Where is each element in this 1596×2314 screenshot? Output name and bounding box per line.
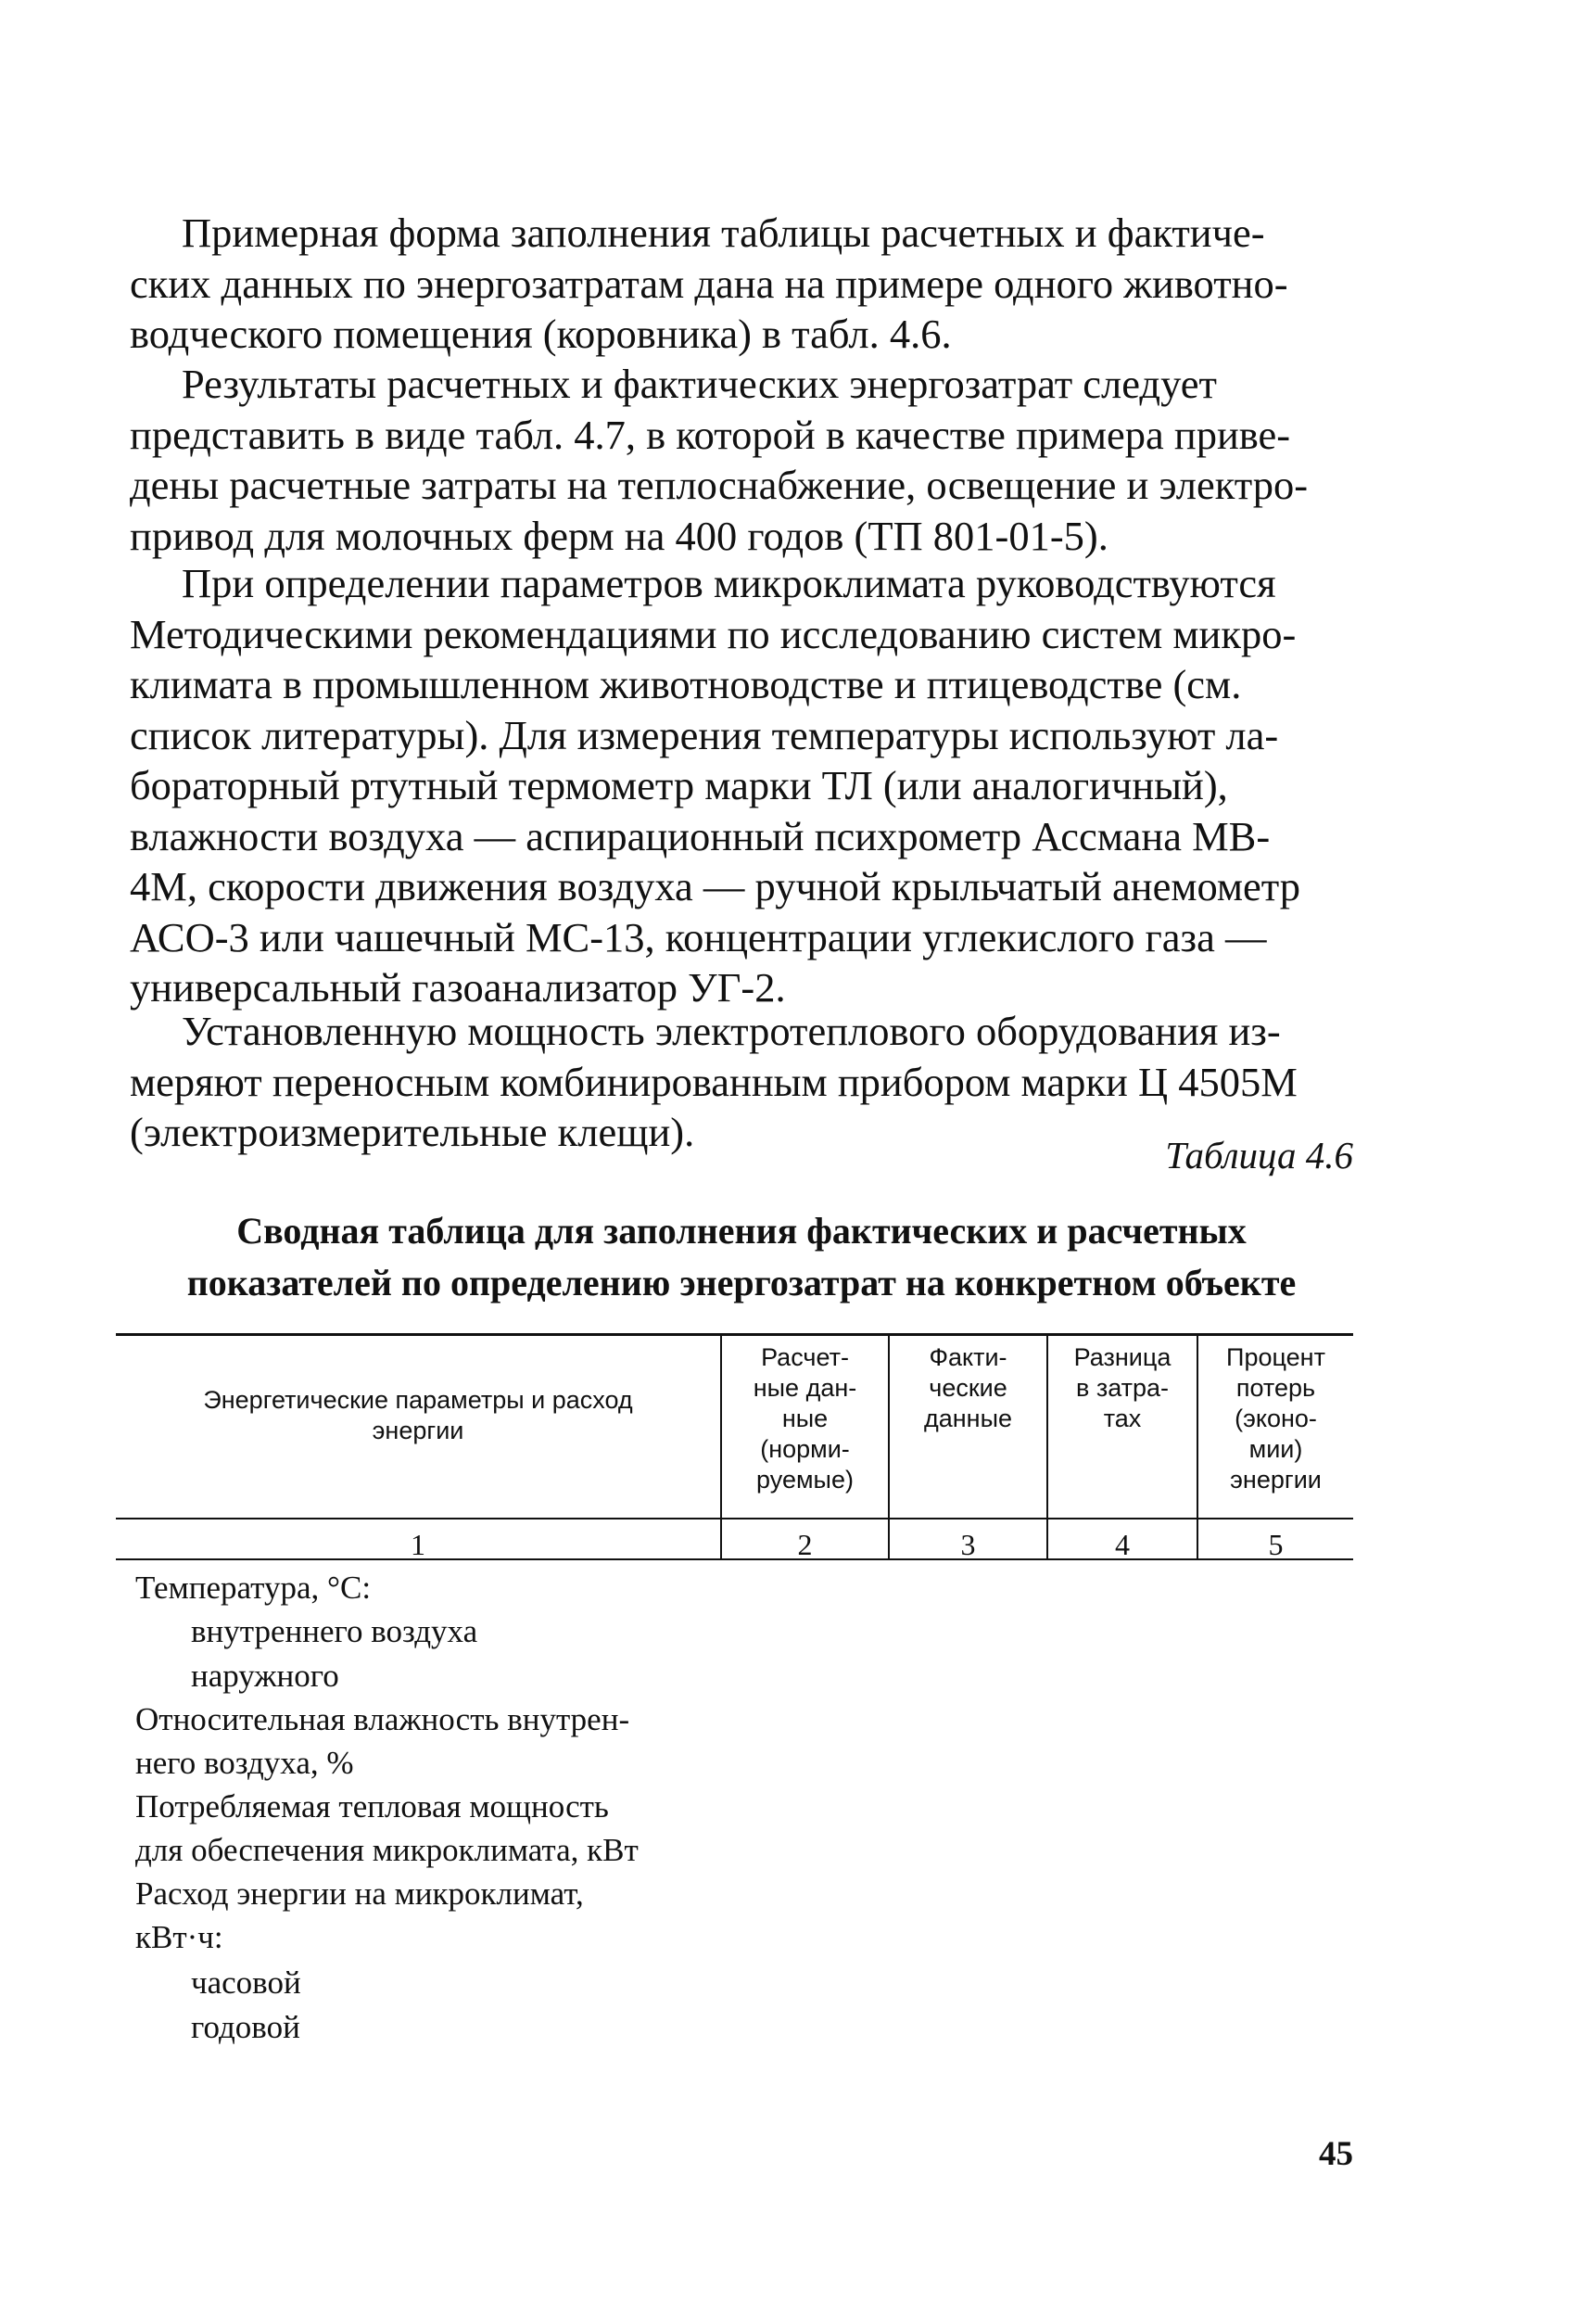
header-bottom-rule — [116, 1518, 1353, 1519]
row-hourly: часовой — [191, 1964, 301, 2001]
table-title: Сводная таблица для заполнения фактических и расчетных показателей по определению энергозатрат на конкретном объекте — [186, 1210, 1297, 1303]
header-actual-data: Факти- ческие данные — [923, 1343, 1012, 1432]
row-temperature: Температура, °С: — [135, 1570, 372, 1606]
row-heat-power-1: Потребляемая тепловая мощность — [135, 1788, 609, 1824]
row-inside-air: внутреннего воздуха — [191, 1613, 478, 1649]
header-calculated-data: Расчет- ные дан- ные (норми- руемые) — [753, 1343, 857, 1494]
row-humidity-2: него воздуха, % — [135, 1745, 354, 1781]
paragraph-2: Результаты расчетных и фактических энергозатрат следует представить в виде табл. 4.7, в которой в качестве примера приве- дены расчетные затраты на теплоснабжение, освещение и электро- привод для молочных ферм на 400 годов (ТП 801-01-5). — [130, 361, 1309, 559]
paragraph-3: При определении параметров микроклимата руководствуются Методическими рекомендациями по исследованию систем микро- климата в промышленном животноводстве и птицеводстве (см. список литературы). Для измерения температуры используют ла- бораторный ртутный термометр марки ТЛ (или аналогичный), влажности воздуха — аспирационный психрометр Ассмана МВ- 4М, скорости движения воздуха — ручной крыльчатый анемометр АСО-3 или чашечный МС-13, концентрации углекислого газа — универсальный газоанализатор УГ-2. — [130, 560, 1301, 1011]
table-top-rule — [116, 1333, 1353, 1336]
row-outside: наружного — [191, 1658, 339, 1694]
header-loss-percent: Процент потерь (эконо- мии) энергии — [1226, 1343, 1325, 1494]
row-heat-power-2: для обеспечения микроклимата, кВт — [135, 1832, 639, 1868]
column-number-1: 1 — [411, 1528, 425, 1561]
row-energy-use-2: кВт·ч: — [135, 1919, 223, 1955]
row-energy-use-1: Расход энергии на микроклимат, — [135, 1875, 584, 1912]
table-label: Таблица 4.6 — [1165, 1134, 1353, 1176]
column-number-5: 5 — [1268, 1528, 1284, 1561]
header-energy-parameters: Энергетические параметры и расход энергии — [203, 1386, 633, 1444]
header-cost-difference: Разница в затра- тах — [1073, 1343, 1172, 1432]
paragraph-4: Установленную мощность электротеплового оборудования из- меряют переносным комбинированным прибором марки Ц 4505М (электроизмерительные клещи). — [130, 1008, 1298, 1155]
column-number-3: 3 — [960, 1528, 976, 1561]
column-number-2: 2 — [797, 1528, 813, 1561]
column-number-4: 4 — [1115, 1528, 1130, 1561]
page-number: 45 — [1319, 2135, 1353, 2173]
row-humidity-1: Относительная влажность внутрен- — [135, 1701, 630, 1737]
row-annual: годовой — [191, 2009, 300, 2045]
paragraph-1: Примерная форма заполнения таблицы расчетных и фактиче- ских данных по энергозатратам дана на примере одного животно- водческого помещения (коровника) в табл. 4.6. — [130, 210, 1288, 357]
